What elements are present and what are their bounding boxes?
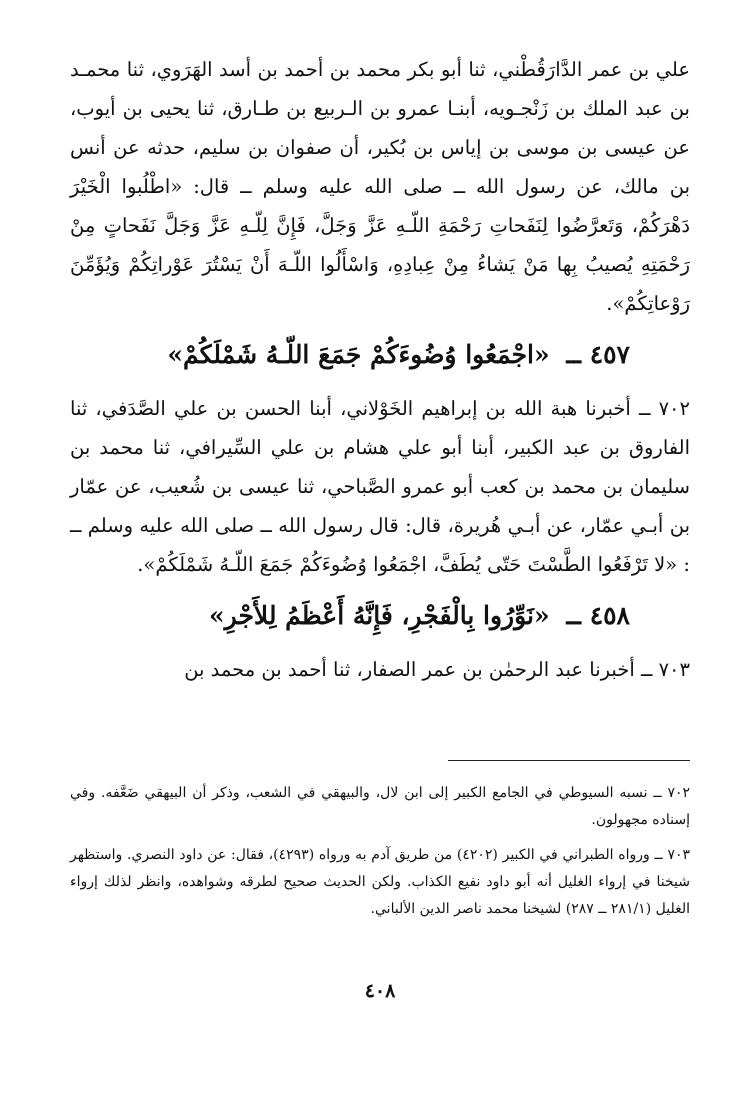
- hadith-heading-458: [70, 594, 690, 638]
- paragraph-701-continuation: علي بن عمر الدَّارَقُطْني، ثنا أبو بكر محمد بن أحمد بن أسد الهَرَوي، ثنا محمـد بن عبد الملك بن زَنْجـويه، أبنـا عمرو بن الـربيع بن طـارق، ثنا يحيى بن أيوب، عن عيسى بن موسى بن إياس بن بُكير، أن صفوان بن سليم، حدثه عن أنس بن مالك، عن رسول الله ــ صلى الله عليه وسلم ــ قال: «اطْلُبوا الْخَيْرَ دَهْرَكُمْ، وَتَعرَّضُوا لِنَفَحاتِ رَحْمَةِ اللّـهِ عَزَّ وَجَلَّ، فَإِنَّ لِلّـهِ عَزَّ وَجَلَّ نَفَحاتٍ مِنْ رَحْمَتِهِ يُصيبُ بِها مَنْ يَشاءُ مِنْ عِبادِهِ، وَاسْأَلُوا اللّـهَ أَنْ يَسْتُرَ عَوْراتِكُمْ وَيُؤَمِّنَ رَوْعاتِكُمْ».: [70, 58, 690, 315]
- footnote-703: ٧٠٣ ــ ورواه الطبراني في الكبير (٤٢٠٢) من طريق آدم به ورواه (٤٢٩٣)، فقال: عن داود النصري. واستظهر شيخنا في إرواء الغليل أنه أبو داود نفيع الكذاب. ولكن الحديث صحيح لطرقه وشواهده، وانظر لذلك إرواء الغليل (٢٨١/١ ــ ٢٨٧) لشيخنا محمد ناصر الدين الألباني.: [70, 847, 691, 917]
- heading-number: ٤٥٧ ــ: [566, 340, 630, 369]
- paragraph-702: ٧٠٢ ــ أخبرنا هبة الله بن إبراهيم الخَوْلاني، أبنا الحسن بن علي الصَّدَفي، ثنا الفاروق بن عبد الكبير، أبنا أبو علي هشام بن علي السِّيرافي، ثنا محمد بن سليمان بن محمد بن كعب أبو عمرو الصَّباحي، ثنا عيسى بن شُعيب، عن عمّار بن أبـي عمّار، عن أبـي هُريرة، قال: قال رسول الله ــ صلى الله عليه وسلم ــ : «لا تَرْفَعُوا الطَّسْتَ حَتّى يُطَفَّ، اجْمَعُوا وُضُوءَكُمْ جَمَعَ اللّـهُ شَمْلَكُمْ».: [70, 397, 690, 576]
- heading-text: «نَوِّرُوا بِالْفَجْرِ، فَإِنَّهُ أَعْظَمُ لِلأَجْرِ»: [209, 601, 550, 630]
- page-number: ٤٠٨: [364, 980, 396, 1002]
- heading-number: ٤٥٨ ــ: [566, 601, 630, 630]
- hadith-heading-457: [70, 333, 690, 377]
- heading-text: «اجْمَعُوا وُضُوءَكُمْ جَمَعَ اللّـهُ شَمْلَكُمْ»: [167, 340, 550, 369]
- footnote-divider: [448, 760, 690, 761]
- paragraph-703: ٧٠٣ ــ أخبرنا عبد الرحمٰن بن عمر الصفار، ثنا أحمد بن محمد بن: [184, 658, 690, 681]
- book-page: [70, 50, 690, 1050]
- footnotes: [70, 780, 690, 931]
- footnote-702: ٧٠٢ ــ نسبه السيوطي في الجامع الكبير إلى ابن لال، والبيهقي في الشعب، وذكر أن البيهقي ضَعَّفه. وفي إسناده مجهولون.: [70, 785, 690, 828]
